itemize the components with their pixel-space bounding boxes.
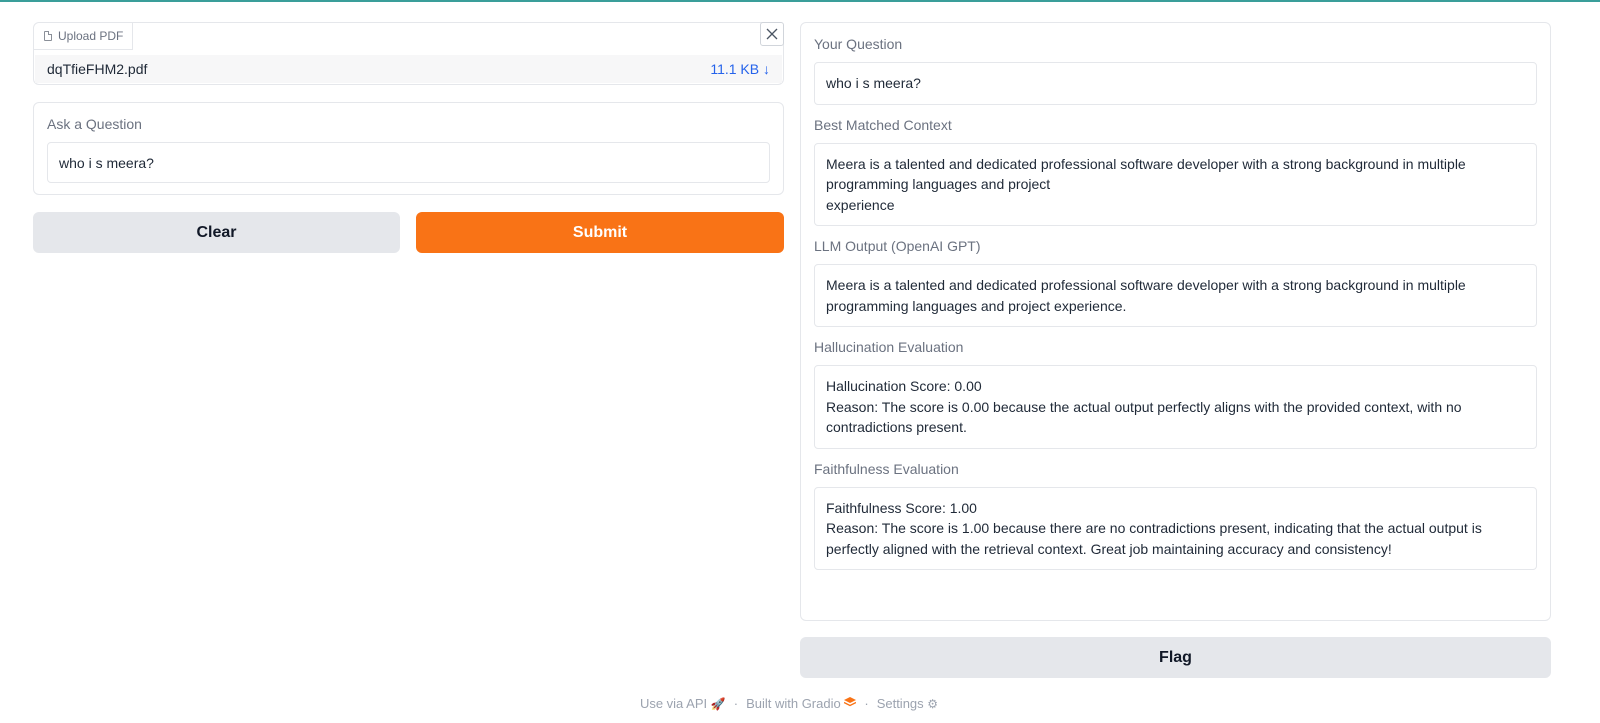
built-with-gradio-link[interactable]: [746, 696, 856, 711]
output-column: [800, 22, 1551, 678]
settings-link[interactable]: [877, 696, 938, 711]
top-accent-bar: [0, 0, 1600, 2]
hallucination-label: Hallucination Evaluation: [814, 339, 964, 355]
best-context-group: [814, 117, 1537, 227]
flag-button[interactable]: Flag: [800, 637, 1551, 678]
close-icon: [766, 28, 778, 40]
settings-label: Settings: [876, 696, 924, 711]
download-arrow-icon: ↓: [763, 61, 770, 77]
clear-button[interactable]: Clear: [33, 212, 400, 253]
pdf-upload-component[interactable]: [33, 22, 784, 85]
hallucination-group: [814, 339, 1537, 449]
footer: [0, 696, 1578, 711]
use-via-api-label: Use via API: [639, 696, 708, 711]
your-question-textbox[interactable]: who i s meera?: [814, 62, 1537, 105]
output-panel: [800, 22, 1551, 621]
hallucination-textbox[interactable]: Hallucination Score: 0.00 Reason: The score is 0.00 because the actual output perfectly aligns with the provided context, with no contradictions present.: [814, 365, 1537, 449]
uploaded-file-row: [35, 55, 782, 83]
file-size: 11.1 KB: [710, 61, 760, 77]
ask-question-input[interactable]: [47, 142, 770, 183]
built-with-gradio-label: Built with Gradio: [746, 696, 841, 711]
llm-output-group: [814, 238, 1537, 327]
faithfulness-label: Faithfulness Evaluation: [814, 460, 959, 477]
remove-file-button[interactable]: [760, 22, 784, 46]
use-via-api-link[interactable]: [640, 696, 726, 711]
uploaded-file-name: dqTfieFHM2.pdf: [47, 61, 148, 77]
file-download-link[interactable]: [710, 61, 770, 77]
footer-separator: ·: [864, 696, 869, 711]
file-icon: [44, 31, 52, 41]
rocket-icon: 🚀: [710, 697, 726, 711]
action-buttons: [33, 212, 784, 253]
footer-separator: ·: [733, 696, 739, 711]
gear-icon: ⚙: [927, 697, 939, 711]
best-context-label: Best Matched Context: [814, 116, 952, 133]
your-question-group: [814, 36, 1537, 105]
llm-output-textbox[interactable]: Meera is a talented and dedicated professional software developer with a strong background in multiple programming languages and project experience.: [814, 264, 1537, 327]
upload-pdf-tab: [34, 23, 133, 50]
llm-output-label: LLM Output (OpenAI GPT): [814, 238, 981, 254]
your-question-label: Your Question: [814, 36, 903, 52]
gradio-logo-icon: [844, 697, 856, 708]
submit-button[interactable]: Submit: [416, 212, 784, 253]
faithfulness-textbox[interactable]: Faithfulness Score: 1.00 Reason: The score is 1.00 because there are no contradictions present, indicating that the actual output is perfectly aligned with the retrieval context. Great job maintaining accuracy and consistency!: [814, 487, 1537, 571]
faithfulness-group: [814, 461, 1537, 571]
best-context-textbox[interactable]: Meera is a talented and dedicated professional software developer with a strong background in multiple programming languages and project experience: [814, 143, 1537, 227]
ask-question-label: Ask a Question: [47, 116, 142, 132]
ask-question-block: [33, 102, 784, 195]
upload-pdf-label: Upload PDF: [58, 29, 124, 43]
input-column: [33, 22, 784, 253]
